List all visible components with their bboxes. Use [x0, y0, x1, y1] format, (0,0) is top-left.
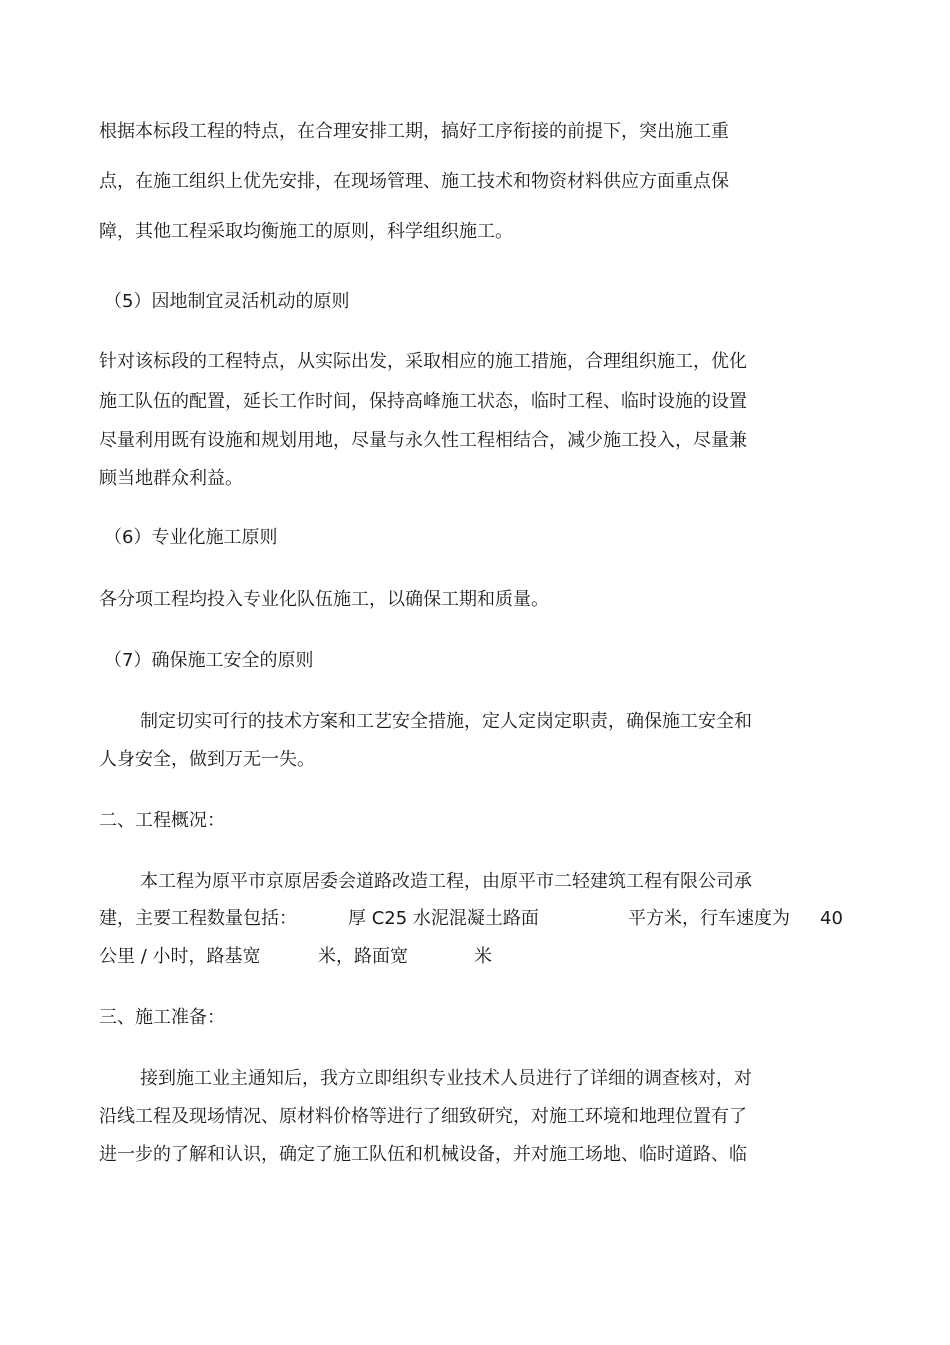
paragraph-line: 人身安全，做到万无一失。: [99, 749, 315, 770]
paragraph-line: 本工程为原平市京原居委会道路改造工程，由原平市二轻建筑工程有限公司承: [140, 871, 752, 892]
paragraph-line: 根据本标段工程的特点，在合理安排工期，搞好工序衔接的前提下，突出施工重: [99, 121, 729, 142]
paragraph-line: 进一步的了解和认识，确定了施工队伍和机械设备，并对施工场地、临时道路、临: [99, 1144, 747, 1165]
subheading-5: （5）因地制宜灵活机动的原则: [104, 291, 350, 312]
paragraph-line: 顾当地群众利益。: [99, 468, 243, 489]
section-title-overview: 二、工程概况：: [99, 810, 225, 831]
paragraph-line: 各分项工程均投入专业化队伍施工，以确保工期和质量。: [99, 589, 549, 610]
paragraph-fragment: 厚 C25 水泥混凝土路面: [348, 908, 539, 929]
paragraph-line: 尽量利用既有设施和规划用地，尽量与永久性工程相结合，减少施工投入，尽量兼: [99, 430, 747, 451]
paragraph-fragment: 平方米，行车速度为: [628, 908, 790, 929]
paragraph-line: 沿线工程及现场情况、原材料价格等进行了细致研究，对施工环境和地理位置有了: [99, 1106, 747, 1127]
paragraph-fragment: 公里 / 小时，路基宽: [99, 946, 261, 967]
paragraph-line: 施工队伍的配置，延长工作时间，保持高峰施工状态，临时工程、临时设施的设置: [99, 391, 747, 412]
paragraph-line: 制定切实可行的技术方案和工艺安全措施，定人定岗定职责，确保施工安全和: [140, 711, 752, 732]
paragraph-fragment: 建，主要工程数量包括：: [99, 908, 297, 929]
paragraph-fragment: 米: [474, 946, 492, 967]
paragraph-fragment: 40: [820, 908, 843, 929]
subheading-7: （7）确保施工安全的原则: [104, 650, 314, 671]
subheading-6: （6）专业化施工原则: [104, 527, 278, 548]
paragraph-line: 障，其他工程采取均衡施工的原则，科学组织施工。: [99, 221, 513, 242]
paragraph-line: 针对该标段的工程特点，从实际出发，采取相应的施工措施，合理组织施工，优化: [99, 351, 747, 372]
paragraph-line: 接到施工业主通知后，我方立即组织专业技术人员进行了详细的调查核对，对: [140, 1068, 752, 1089]
paragraph-fragment: 米，路面宽: [318, 946, 408, 967]
paragraph-line: 点，在施工组织上优先安排，在现场管理、施工技术和物资材料供应方面重点保: [99, 171, 729, 192]
section-title-preparation: 三、施工准备：: [99, 1007, 225, 1028]
